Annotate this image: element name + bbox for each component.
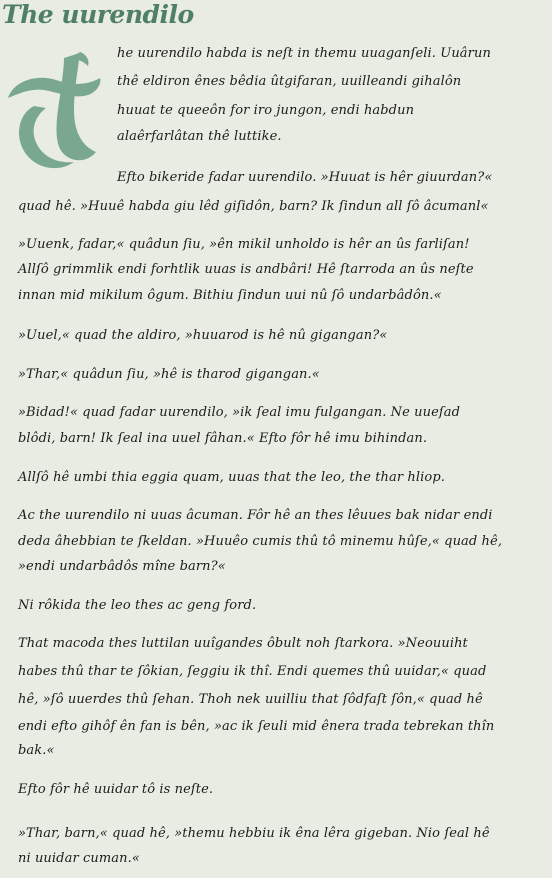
text-line: »Thar, barn,« quad hê, »themu hebbiu ik êna lêra gigeban. Nio ſeal hê [18, 826, 490, 841]
text-line: Ac the uurendilo ni uuas âcuman. Fôr hê an thes lêuues bak nidar endi [18, 508, 493, 523]
text-line: bak.« [18, 743, 55, 758]
text-line: Efto bikeride fadar uurendilo. »Huuat is hêr giuurdan?« [117, 170, 493, 185]
text-line: »endi undarbâdôs mîne barn?« [18, 559, 226, 574]
text-line: »Uuenk, fadar,« quâdun ſiu, »ên mikil unholdo is hêr an ûs farliſan! [18, 237, 470, 252]
text-line: thê eldiron ênes bêdia ûtgifaran, uuilleandi gihalôn [117, 74, 462, 89]
text-line: deda âhebbian te ſkeldan. »Huuêo cumis thû tô minemu hûſe,« quad hê, [18, 534, 503, 549]
text-line: Efto fôr hê uuidar tô is neſte. [18, 782, 214, 797]
text-line: That macoda thes luttilan uuîgandes ôbult noh ſtarkora. »Neouuiht [18, 636, 468, 651]
text-line: he uurendilo habda is neſt in themu uuaganſeli. Uuârun [117, 46, 491, 61]
page-title: The uurendilo [2, 0, 194, 29]
text-line: »Thar,« quâdun ſiu, »hê is tharod gigangan.« [18, 367, 320, 382]
text-line: ni uuidar cuman.« [18, 851, 140, 866]
text-line: innan mid mikilum ôgum. Bithiu ſindun uui nû ſô undarbâdôn.« [18, 288, 442, 303]
text-line: »Bidad!« quad fadar uurendilo, »ik ſeal imu fulgangan. Ne uueſad [18, 405, 461, 420]
text-line: endi efto gihôf ên fan is bên, »ac ik ſeuli mid ênera trada tebrekan thîn [18, 719, 495, 734]
text-line: Allſô hê umbi thia eggia quam, uuas that the leo, the thar hliop. [18, 470, 445, 485]
text-line: habes thû thar te ſôkian, ſeggiu ik thî. Endi quemes thû uuidar,« quad [18, 664, 487, 679]
text-line: blôdi, barn! Ik ſeal ina uuel fâhan.« Efto fôr hê imu bihindan. [18, 431, 428, 446]
text-line: »Uuel,« quad the aldiro, »huuarod is hê nû gigangan?« [18, 328, 388, 343]
text-line: huuat te queeôn for iro jungon, endi habdun [117, 103, 415, 118]
text-line: Ni rôkida the leo thes ac geng ford. [18, 598, 257, 613]
text-line: Allſô grimmlik endi forhtlik uuas is andbâri! Hê ſtarroda an ûs neſte [18, 262, 474, 277]
text-line: hê, »ſô uuerdes thû ſehan. Thoh nek uuilliu that ſôdfaſt ſôn,« quad hê [18, 692, 483, 707]
dropcap-ornament [4, 50, 108, 174]
text-line: alaêrfarlâtan thê luttike. [117, 129, 282, 144]
text-line: quad hê. »Huuê habda giu lêd giſidôn, barn? Ik ſindun all ſô âcumanl« [18, 199, 489, 214]
